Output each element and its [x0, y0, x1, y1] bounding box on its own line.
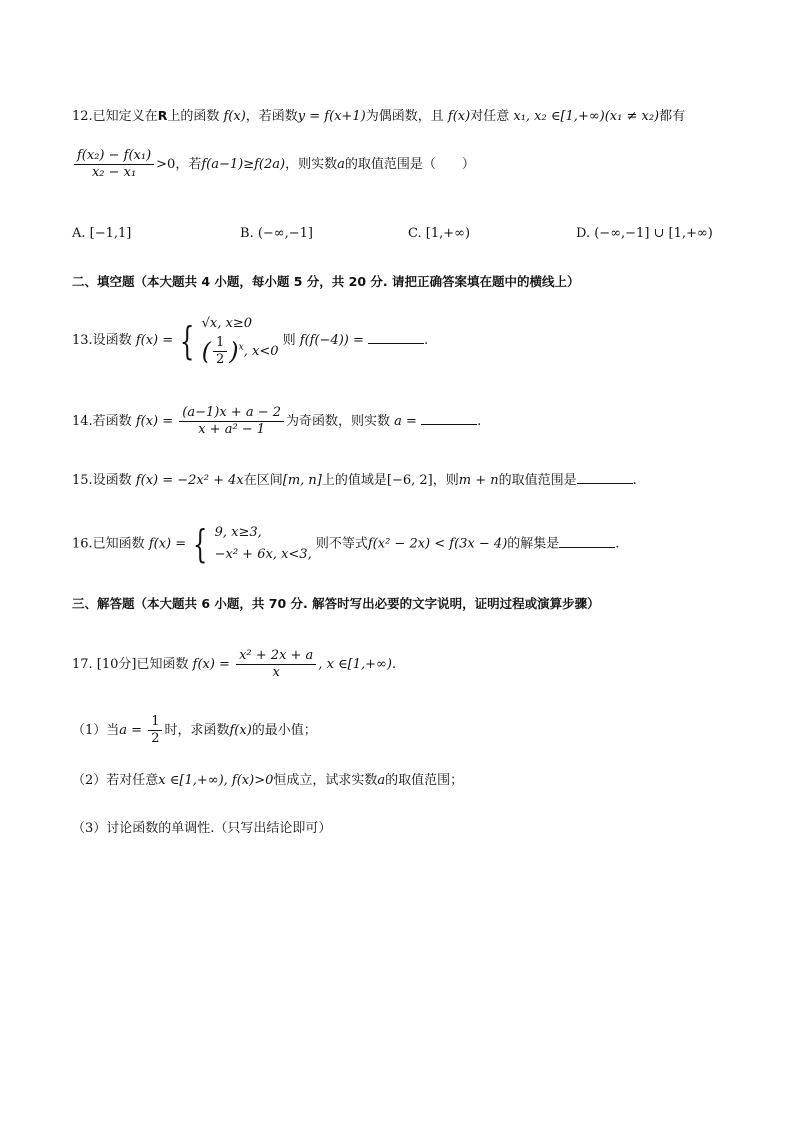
q17-fraction	[236, 648, 316, 681]
q15-interval: [m, n]	[282, 473, 322, 488]
q14-answer-blank[interactable]	[421, 412, 477, 425]
q12-option-b: B. (−∞,−1]	[240, 226, 313, 241]
q17-part3: （3）讨论函数的单调性.（只写出结论即可）	[72, 821, 332, 836]
q15-text: 15.设函数	[72, 473, 132, 488]
q16-case1: 9, x≥3,	[214, 525, 262, 540]
q12-text: ，若函数	[245, 109, 298, 124]
q12-option-c: C. [1,+∞)	[408, 226, 471, 241]
q17-domain: , x ∈[1,+∞)	[318, 657, 392, 672]
q17-p1-text: 时，求函数	[164, 723, 230, 738]
q17-p2-text: 的取值范围；	[385, 773, 464, 788]
q15-text: ，则	[432, 473, 459, 488]
q14-frac-num: (a−1)x + a − 2	[179, 405, 284, 422]
q15-sum: m + n	[458, 473, 499, 488]
q12-var: a	[337, 157, 345, 172]
q17-p2-cond: x ∈[1,+∞), f(x)>0	[158, 773, 274, 788]
q17-p2-text: （2）若对任意	[72, 773, 159, 788]
q14-text: 14.若函数	[72, 414, 132, 429]
q17-p2-var: a	[377, 773, 386, 788]
q17-part1	[72, 714, 317, 747]
q15-end: .	[632, 473, 637, 488]
q17-text: 17. [10分]已知函数	[72, 657, 189, 672]
q15-text: 上的值域是	[321, 473, 387, 488]
q13-case2: ( $\frac{1}{2}$ )$^x$, x<0	[201, 335, 279, 367]
q13-brace: {	[180, 318, 195, 363]
q16	[72, 522, 619, 566]
q16-answer-blank[interactable]	[559, 535, 615, 548]
q14-var: a =	[394, 414, 417, 429]
q14-text: 为奇函数，则实数	[286, 414, 391, 429]
q16-text: 则不等式	[315, 536, 368, 552]
q15-text: 的取值范围是	[498, 473, 577, 488]
q14-end: .	[477, 414, 482, 429]
q12-text: 都有	[659, 109, 686, 124]
q16-case2: −x² + 6x, x<3,	[214, 547, 312, 562]
q12-condition: x₁, x₂ ∈[1,+∞)(x₁ ≠ x₂)	[513, 109, 660, 124]
q16-inequality: f(x² − 2x) < f(3x − 4)	[367, 536, 508, 552]
q16-fx: f(x) =	[148, 536, 187, 552]
q14-fraction	[179, 405, 284, 438]
q12-text: ，则实数	[285, 157, 338, 172]
q16-text: 16.已知函数	[72, 536, 145, 552]
q13-exp: x	[238, 342, 244, 353]
section3-heading: 三、解答题（本大题共 6 小题，共 70 分. 解答时写出必要的文字说明，证明过程或演算步骤）	[72, 596, 600, 611]
q15-expr: f(x) = −2x² + 4x	[135, 473, 244, 488]
q14-fx: f(x) =	[135, 414, 174, 429]
q13-expr: f(f(−4)) =	[299, 333, 364, 348]
q12-real-set: R	[157, 108, 168, 123]
q17-p1-den: 2	[151, 731, 160, 746]
q13-text: 13.设函数	[72, 333, 132, 348]
q12-fraction	[74, 148, 154, 181]
q16-text: 的解集是	[507, 536, 560, 552]
q16-cases	[215, 522, 312, 566]
q12-text: >0，若	[156, 157, 202, 172]
q17-p1-text: （1）当	[72, 723, 120, 738]
q13-text: 则	[282, 333, 296, 348]
q13-case1: √x, x≥0	[201, 316, 252, 331]
q12-frac-num: f(x₂) − f(x₁)	[74, 148, 154, 165]
q17-p1-fraction	[148, 714, 162, 747]
q12-text: 为偶函数，且	[365, 109, 444, 124]
q12-y-expr: y = f(x+1)	[297, 109, 366, 124]
q17-fx: f(x) =	[192, 657, 230, 672]
q17-p1-fx: f(x)	[229, 723, 252, 738]
q15-range: [−6, 2]	[386, 473, 433, 488]
q14	[72, 405, 481, 438]
q17	[72, 648, 396, 681]
q17-end: .	[391, 657, 397, 672]
q12-option-d: D. (−∞,−1] ∪ [1,+∞)	[576, 226, 713, 241]
q12-line2	[72, 148, 475, 181]
q14-frac-den: x + a² − 1	[198, 422, 266, 437]
q17-p1-var: a =	[119, 723, 143, 738]
q17-part2	[72, 771, 463, 791]
q17-p1-num: 1	[148, 714, 162, 731]
q13-cases	[202, 313, 279, 368]
q13-fx: f(x) =	[135, 333, 174, 348]
q17-p2-text: 恒成立，试求实数	[273, 773, 378, 788]
q17-frac-num: x² + 2x + a	[236, 648, 316, 665]
q12-fx: f(x)	[223, 109, 246, 124]
q13-end: .	[424, 333, 429, 348]
q12-line1	[72, 106, 685, 127]
q13-case2-cond: , x<0	[243, 344, 279, 359]
q13	[72, 313, 428, 368]
q13-base-num: 1	[213, 335, 227, 352]
q12-text: 的取值范围是（ ）	[344, 157, 475, 172]
q16-end: .	[615, 536, 620, 552]
q12-option-a: A. [−1,1]	[72, 226, 132, 241]
q13-answer-blank[interactable]	[368, 331, 424, 344]
q12-text: 12.已知定义在	[72, 109, 158, 124]
q13-base-den: 2	[215, 352, 225, 367]
q12-fx2: f(x)	[447, 109, 471, 124]
q12-frac-den: x₂ − x₁	[91, 165, 137, 180]
q12-text: 上的函数	[167, 109, 220, 124]
q12-text: 对任意	[470, 109, 510, 124]
section2-heading: 二、填空题（本大题共 4 小题，每小题 5 分，共 20 分. 请把正确答案填在题中的横线上）	[72, 274, 580, 289]
q17-frac-den: x	[272, 665, 280, 680]
q15-text: 在区间	[243, 473, 283, 488]
q15-answer-blank[interactable]	[577, 471, 633, 484]
q17-p1-text: 的最小值；	[251, 723, 317, 738]
q12-inequality: f(a−1)≥f(2a)	[201, 157, 286, 172]
q15	[72, 471, 637, 491]
q16-brace: {	[193, 522, 208, 566]
